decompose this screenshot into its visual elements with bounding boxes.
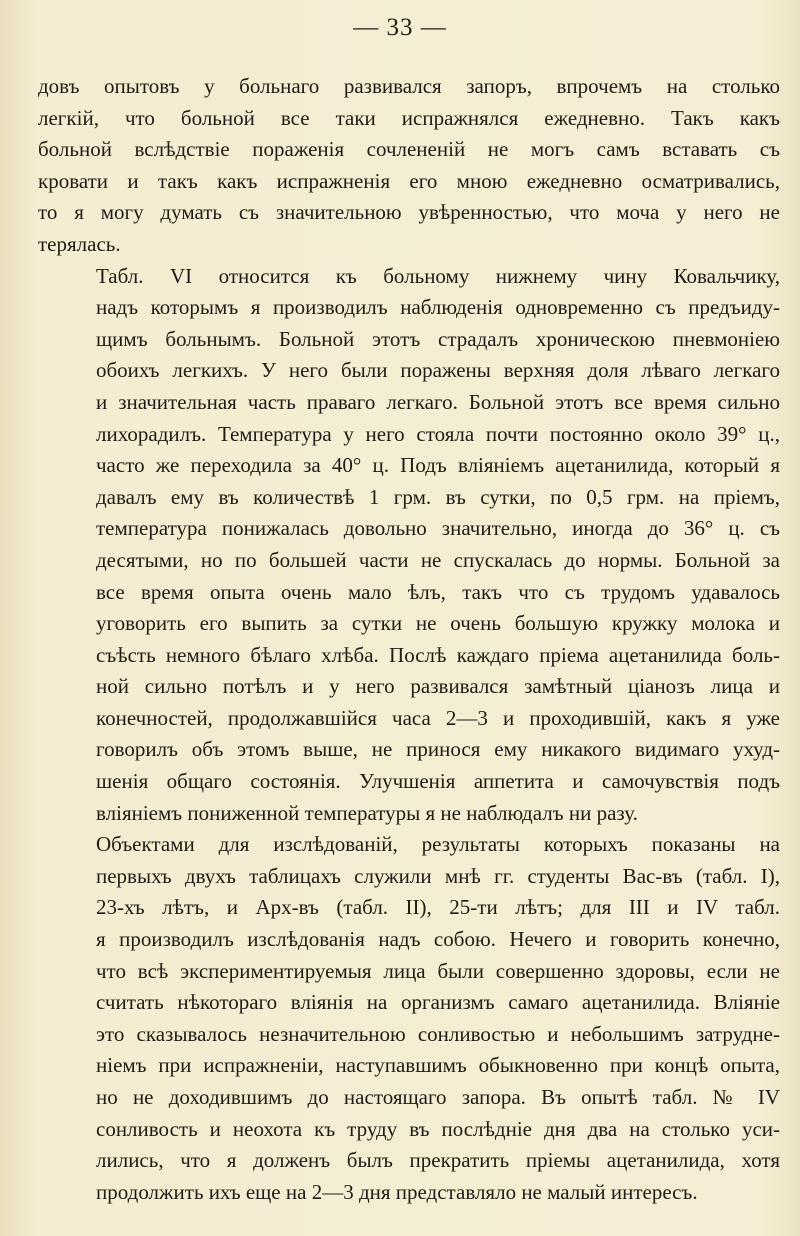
text-line: сонливость и неохота къ труду въ послѣдніе дня два на столько уси- [96, 1116, 780, 1141]
text-line: вліяніемъ пониженной температуры я не наблюдалъ ни разу. [96, 800, 638, 825]
text-line: это сказывалось незначительною сонливостью и небольшимъ затрудне- [96, 1021, 780, 1046]
text-line: терялась. [38, 231, 121, 256]
text-line: кровати и такъ какъ испражненія его мною ежедневно осматривались, [38, 168, 780, 193]
text-line: ной сильно потѣлъ и у него развивался замѣтный ціанозъ лица и [96, 674, 780, 699]
text-line: довъ опытовъ у больнаго развивался запоръ, впрочемъ на столько [38, 74, 780, 98]
text-line: давалъ ему въ количествѣ 1 грм. въ сутки, по 0,5 грм. на пріемъ, [96, 484, 780, 509]
text-line: но не доходившимъ до настоящаго запора. Въ опытѣ табл. № IV [96, 1085, 780, 1109]
text-line: 23-хъ лѣтъ, и Арх-въ (табл. II), 25-ти лѣтъ; для III и IV табл. [96, 895, 780, 920]
text-line: щимъ больнымъ. Больной этотъ страдалъ хроническою пневмоніею [96, 326, 780, 351]
text-line: первыхъ двухъ таблицахъ служили мнѣ гг. студенты Вас-въ (табл. I), [96, 863, 780, 888]
text-line: Табл. VI относится къ больному нижнему чину Ковальчику, [96, 263, 780, 288]
text-line: обоихъ легкихъ. У него были поражены верхняя доля лѣваго легкаго [96, 358, 780, 383]
paragraph [38, 261, 780, 830]
text-line: надъ которымъ я производилъ наблюденія одновременно съ предъиду- [96, 295, 780, 320]
text-line: конечностей, продолжавшійся часа 2—3 и проходившій, какъ я уже [96, 705, 780, 730]
body-text [38, 71, 780, 1208]
page-number: — 33 — [353, 14, 447, 41]
text-line: лихорадилъ. Температура у него стояла почти постоянно около 39° ц., [96, 421, 780, 446]
text-line: легкій, что больной все таки испражнялся ежедневно. Такъ какъ [38, 105, 780, 130]
text-line: шенія общаго состоянія. Улучшенія аппетита и самочувствія подъ [96, 769, 780, 794]
text-line: лились, что я долженъ былъ прекратить пріемы ацетанилида, хотя [96, 1148, 780, 1173]
text-line: десятыми, но по большей части не спускалась до нормы. Больной за [96, 547, 780, 572]
text-line: что всѣ экспериментируемыя лица были совершенно здоровы, если не [96, 958, 780, 983]
text-line: и значительная часть праваго легкаго. Больной этотъ все время сильно [96, 389, 780, 414]
paragraph [38, 71, 780, 261]
text-line: уговорить его выпить за сутки не очень большую кружку молока и [96, 611, 780, 636]
text-line: я производилъ изслѣдованія надъ собою. Нечего и говорить конечно, [96, 927, 780, 952]
text-line: ніемъ при испражненіи, наступавшимъ обыкновенно при концѣ опыта, [96, 1053, 780, 1078]
text-line: съѣсть немного бѣлаго хлѣба. Послѣ каждаго пріема ацетанилида боль- [96, 642, 780, 667]
text-line: больной вслѣдствіе пораженія сочлененій не могъ самъ вставать съ [38, 137, 780, 162]
text-line: температура понижалась довольно значительно, иногда до 36° ц. съ [96, 516, 780, 541]
text-line: говорилъ объ этомъ выше, не принося ему никакого видимаго ухуд- [96, 737, 780, 762]
text-line: считать нѣкотораго вліянія на организмъ самаго ацетанилида. Вліяніе [96, 990, 780, 1015]
text-line: Объектами для изслѣдованій, результаты которыхъ показаны на [96, 832, 780, 857]
paragraph [38, 829, 780, 1208]
text-line: часто же переходила за 40° ц. Подъ вліяніемъ ацетанилида, который я [96, 453, 780, 478]
text-line: то я могу думать съ значительною увѣренностью, что моча у него не [38, 200, 780, 225]
text-line: продолжить ихъ еще на 2—3 дня представляло не малый интересъ. [96, 1179, 698, 1204]
text-line: все время опыта очень мало ѣлъ, такъ что съ трудомъ удавалось [96, 579, 780, 604]
